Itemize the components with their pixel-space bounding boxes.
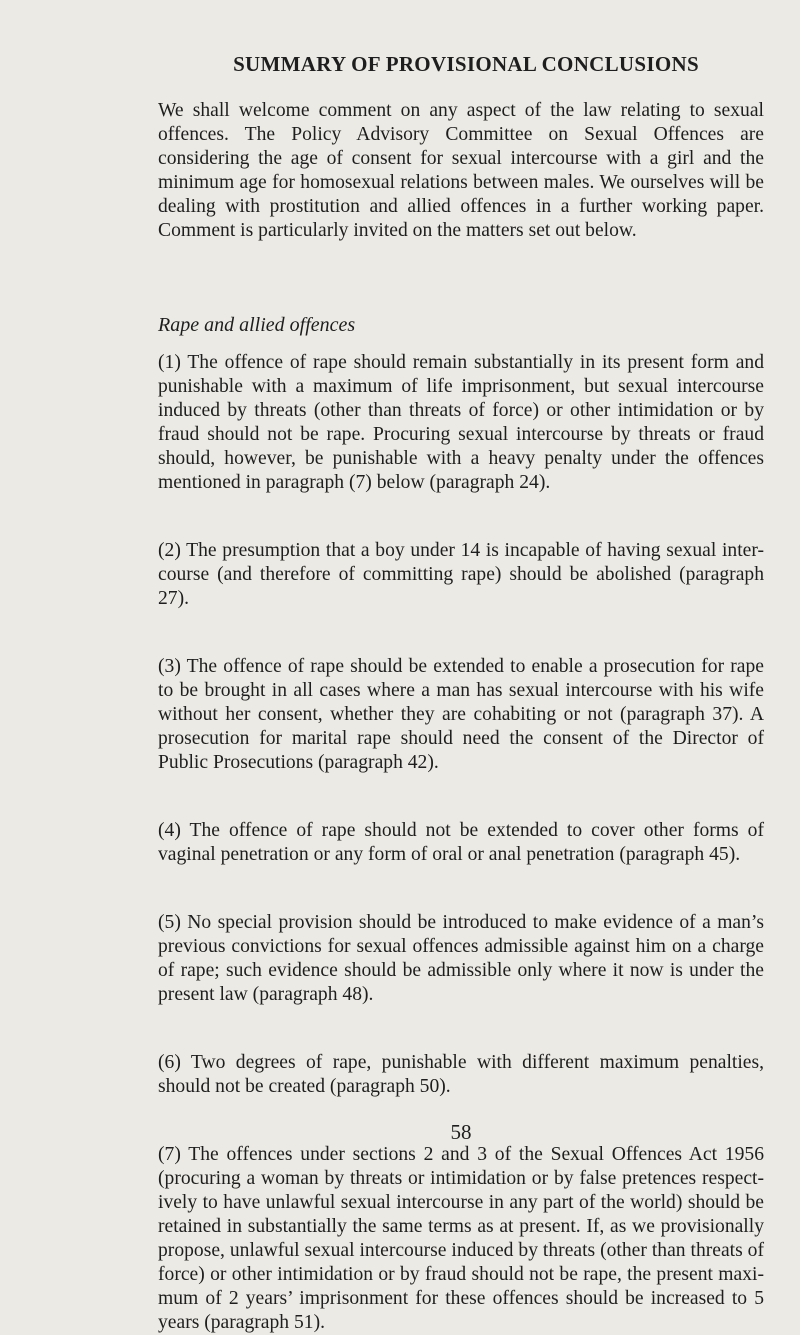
intro-paragraph: We shall welcome comment on any aspect of the law relating to sexual offences. The Policy Advisory Committee on Sexual Offences are considering the age of consent for sexual intercourse with a girl and the minimum age for homosexual relations between males. We ourselves will be dealing with prostitution and allied offences in a further working paper. Comment is particularly invited on the matters set out below. (158, 100, 764, 242)
page-number: 58 (450, 1120, 472, 1144)
conclusion-paragraph-1: (1) The offence of rape should remain substantially in its present form and punishable with a maximum of life imprisonment, but sexual intercourse induced by threats (other than threats of force) or other intimidation or by fraud should not be rape. Procuring sexual intercourse by threats or fraud should, however, be punishable with a heavy penalty under the offences mentioned in paragraph (7) below (paragraph 24). (158, 352, 764, 494)
conclusion-paragraph-6: (6) Two degrees of rape, punishable with different maximum penalties, should not be created (paragraph 50). (158, 1052, 764, 1098)
conclusion-paragraph-5: (5) No special provision should be introduced to make evidence of a man’s previous convictions for sexual offences admissible against him on a charge of rape; such evidence should be admissible only where it now is under the present law (paragraph 48). (158, 912, 764, 1006)
conclusion-paragraph-3: (3) The offence of rape should be extended to enable a prosecution for rape to be brought in all cases where a man has sexual intercourse with his wife without her consent, whether they are cohabiting or not (paragraph 37). A prosecution for marital rape should need the consent of the Director of Public Prosecutions (paragraph 42). (158, 656, 764, 774)
conclusion-paragraph-4: (4) The offence of rape should not be extended to cover other forms of vaginal penetration or any form of oral or anal penetration (paragraph 45). (158, 820, 764, 866)
conclusion-paragraph-2: (2) The presumption that a boy under 14 is incapable of having sexual inter-course (and therefore of committing rape) should be abolished (paragraph 27). (158, 540, 764, 610)
page-title: SUMMARY OF PROVISIONAL CONCLUSIONS (233, 52, 699, 76)
section-heading: Rape and allied offences (158, 314, 356, 337)
conclusion-paragraph-7: (7) The offences under sections 2 and 3 of the Sexual Offences Act 1956 (procuring a woman by threats or intimidation or by false pretences respect-ively to have unlawful sexual intercourse in any part of the world) should be retained in substantially the same terms as at present. If, as we provisionally propose, unlawful sexual intercourse induced by threats (other than threats of force) or other intimidation or by fraud should not be rape, the present maxi-mum of 2 years’ imprisonment for these offences should be increased to 5 years (paragraph 51). (158, 1144, 764, 1334)
